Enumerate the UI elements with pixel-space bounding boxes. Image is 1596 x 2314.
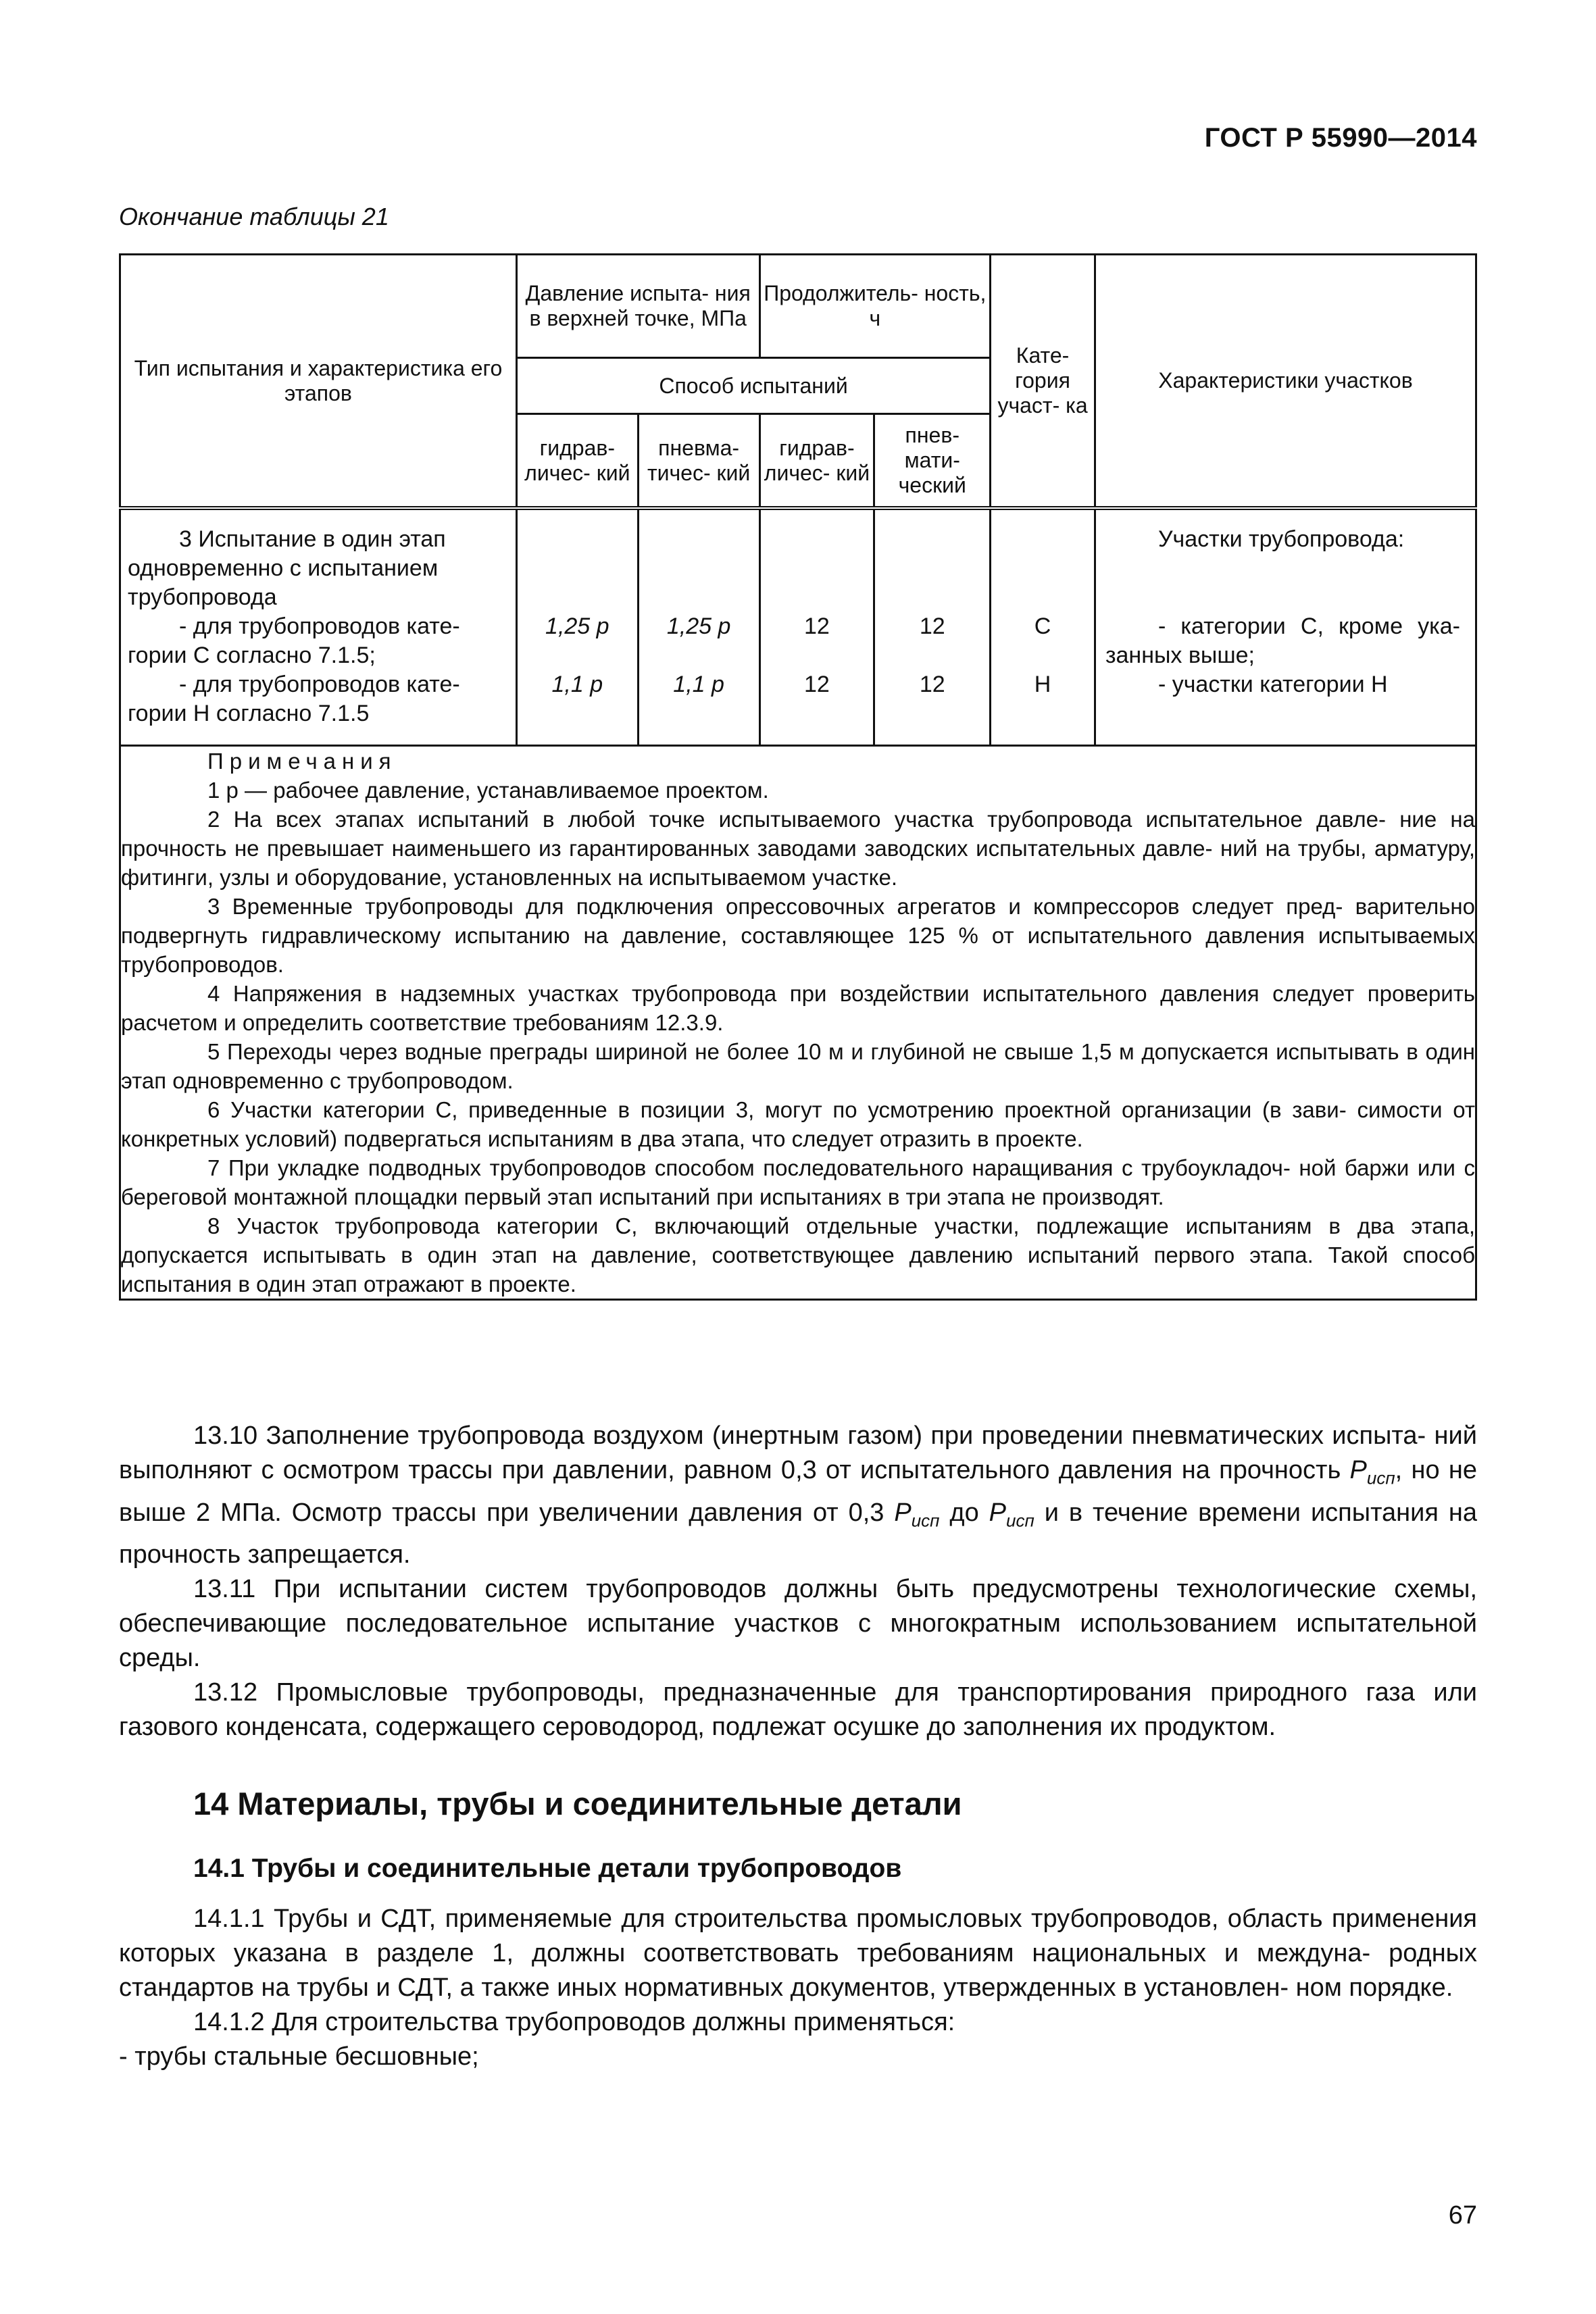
header-hydraulic-duration: гидрав- личес- кий [759,414,874,509]
value: 1,1 р [551,672,603,697]
characteristics-category-h: - участки категории Н [1157,672,1388,697]
header-duration: Продолжитель- ность, ч [759,255,991,358]
header-hydraulic-pressure: гидрав- личес- кий [516,414,638,509]
note-item: 4 Напряжения в надземных участках трубопровода при воздействии испытательного давления следует проверить расчетом и определить соответствие требованиям 12.3.9. [121,981,1475,1035]
body-text [119,1419,1477,2074]
text-run: до [939,1498,989,1527]
paragraph-14-1-1: 14.1.1 Трубы и СДТ, применяемые для строительства промысловых трубопроводов, область применения которых указана в разделе 1, должны соответствовать требованиям национальных и междуна- родных стандартов на трубы и СДТ, а также иных нормативных документов, утвержденных в установлен- ном порядке. [119,1905,1477,2003]
characteristics-category-c: - категории С, кроме ука- занных выше; [1105,613,1460,668]
header-characteristics: Характеристики участков [1095,255,1476,509]
note-item: 1 р — рабочее давление, устанавливаемое проектом. [207,778,769,803]
test-type-category-c: - для трубопроводов кате- гории С согласно 7.1.5; [128,613,460,668]
table-caption: Окончание таблицы 21 [119,203,389,230]
text-run: и в течение времени испытания на прочность запрещается. [119,1498,1478,1569]
symbol-sub: исп [911,1510,940,1531]
note-item: 2 На всех этапах испытаний в любой точке испытываемого участка трубопровода испытательное давле- ние на прочность не превышает наименьшего из гарантированных заводами заводских испытательных давле- ний на трубы, арматуру, фитинги, узлы и оборудование, установленных на испытываемом участке. [121,807,1475,890]
subsection-heading-14-1: 14.1 Трубы и соединительные детали трубопроводов [193,1854,902,1884]
value: 1,1 р [673,672,724,697]
notes-title: Примечания [207,749,397,774]
table-notes [120,746,1476,1300]
header-category: Кате- гория участ- ка [991,255,1095,509]
header-pneumatic-duration: пнев- мати- ческий [874,414,991,509]
value: 12 [804,672,830,697]
standard-designation: ГОСТ Р 55990—2014 [1204,123,1477,153]
cell-duration-hydraulic [759,508,874,746]
test-parameters-table [119,253,1477,1301]
value: 1,25 р [666,613,731,639]
cell-test-type [120,508,517,746]
value: 12 [919,613,945,639]
value: 12 [919,672,945,697]
note-item: 7 При укладке подводных трубопроводов способом последовательного наращивания с трубоукладоч- ной баржи или с береговой монтажной площадки первый этап испытаний при испытаниях в три этапа не производят. [121,1155,1475,1209]
paragraph-13-12: 13.12 Промысловые трубопроводы, предназначенные для транспортирования природного газа или газового конденсата, содержащего сероводород, подлежат осушке до заполнения их продуктом. [119,1678,1477,1742]
section-heading-14: 14 Материалы, трубы и соединительные детали [193,1786,962,1822]
cell-category [991,508,1095,746]
text-run: , но не выше 2 МПа. Осмотр трассы при увеличении давления от 0,3 [119,1456,1477,1527]
symbol-sub: исп [1366,1467,1395,1488]
paragraph-13-11: 13.11 При испытании систем трубопроводов должны быть предусмотрены технологические схемы, обеспечивающие последовательное испытание участков с многократным использованием испытательной среды. [119,1575,1477,1673]
cell-duration-pneumatic [874,508,991,746]
symbol-p: P [894,1498,912,1527]
note-item: 8 Участок трубопровода категории С, включающий отдельные участки, подлежащие испытаниям в два этапа, допускается испытывать в один этап на давление, соответствующее давлению испытаний первого этапа. Такой способ испытания в один этап отражают в проекте. [121,1213,1475,1297]
header-type: Тип испытания и характеристика его этапов [120,255,517,509]
header-pneumatic-pressure: пневма- тичес- кий [638,414,759,509]
value: С [1034,613,1051,639]
value: Н [1034,672,1051,697]
note-item: 6 Участки категории С, приведенные в позиции 3, могут по усмотрению проектной организации (в зави- симости от конкретных условий) подвергаться испытаниям в два этапа, что следует отразить в проекте. [121,1097,1475,1151]
text-run: 13.10 Заполнение трубопровода воздухом (инертным газом) при проведении пневматических испыта- ний выполняют с осмотром трассы при давлении, равном 0,3 от испытательного давления на прочность [119,1422,1477,1484]
note-item: 3 Временные трубопроводы для подключения опрессовочных агрегатов и компрессоров следует пред- варительно подвергнуть гидравлическому испытанию на давление, составляющее 125 % от испытательного давления испытываемых трубопроводов. [121,894,1475,977]
cell-pressure-pneumatic [638,508,759,746]
cell-characteristics [1095,508,1476,746]
paragraph-14-1-2: 14.1.2 Для строительства трубопроводов должны применяться: [193,2008,955,2037]
header-method: Способ испытаний [516,358,990,414]
symbol-sub: исп [1006,1510,1034,1531]
list-item: - трубы стальные бесшовные; [119,2042,479,2071]
test-type-title: 3 Испытание в один этап одновременно с испытанием трубопровода [128,526,446,610]
symbol-p: P [1349,1456,1367,1484]
note-item: 5 Переходы через водные преграды шириной не более 10 м и глубиной не свыше 1,5 м допускается испытывать в один этап одновременно с трубопроводом. [121,1039,1475,1093]
test-type-category-h: - для трубопроводов кате- гории Н согласно 7.1.5 [128,672,460,726]
header-pressure: Давление испыта- ния в верхней точке, МПа [516,255,759,358]
characteristics-title: Участки трубопровода: [1157,526,1405,552]
cell-pressure-hydraulic [516,508,638,746]
paragraph-13-10 [119,1419,1477,1572]
value: 1,25 р [545,613,609,639]
symbol-p: P [989,1498,1007,1527]
page-number: 67 [1448,2201,1477,2230]
value: 12 [804,613,830,639]
